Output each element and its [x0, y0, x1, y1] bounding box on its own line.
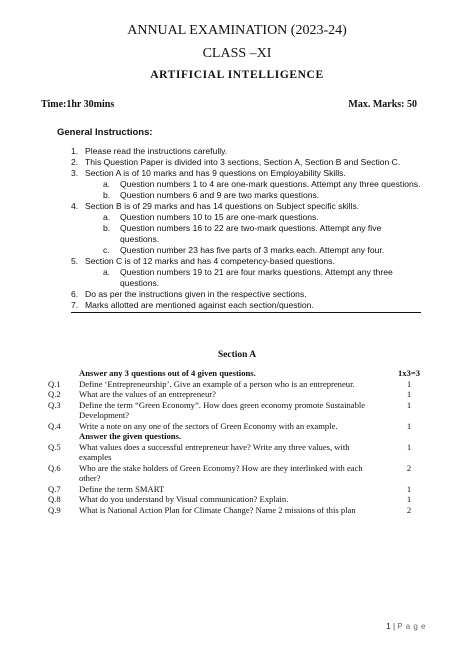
instruction-subitem: a. Question numbers 10 to 15 are one-mark questions.: [103, 212, 319, 222]
instruction-subitem: a. Question numbers 19 to 21 are four marks questions. Attempt any three: [103, 267, 393, 277]
section-a-heading: Section A: [217, 350, 257, 360]
subject-title: ARTIFICIAL INTELLIGENCE: [150, 69, 324, 81]
instruction-subitem: questions.: [120, 234, 160, 244]
instruction-subitem: questions.: [120, 278, 160, 288]
instruction-subitem: a. Question numbers 1 to 4 are one-mark questions. Attempt any three questions.: [103, 179, 421, 189]
question-row: Q.9 What is National Action Plan for Climate Change? Name 2 missions of this plan 2: [48, 504, 412, 515]
question-group-heading: Answer the given questions.: [79, 431, 182, 441]
question-row: Answer any 3 questions out of 4 given questions. 1x3=3: [79, 368, 421, 378]
question-row: Q.8 What do you understand by Visual communication? Explain. 1: [48, 494, 412, 504]
instruction-item: 4. Section B is of 29 marks and has 14 questions on Subject specific skills.: [71, 201, 360, 211]
instruction-subitem: c. Question number 23 has five parts of 3 marks each. Attempt any four.: [103, 245, 385, 255]
instruction-item: 2. This Question Paper is divided into 3 sections, Section A, Section B and Section C.: [71, 157, 401, 167]
question-row: Q.3 Define the term “Green Economy”. How does green economy promote Sustainable 1: [48, 399, 412, 410]
class-title: CLASS –XI: [202, 46, 272, 61]
exam-title: ANNUAL EXAMINATION (2023-24): [127, 23, 347, 38]
question-row: Q.4 Write a note on any one of the sectors of Green Economy with an example. 1: [48, 420, 412, 431]
question-row-continuation: examples: [79, 452, 112, 462]
footer-separator: |: [392, 622, 396, 631]
instruction-item: 6. Do as per the instructions given in the respective sections.: [71, 289, 307, 299]
question-row: Q.7 Define the term SMART 1: [48, 483, 412, 494]
page-footer: [386, 622, 426, 631]
instruction-item: 5. Section C is of 12 marks and has 4 competency-based questions.: [71, 256, 335, 266]
instruction-subitem: b. Question numbers 6 and 9 are two marks questions.: [103, 190, 320, 200]
time-allowed: Time:1hr 30mins: [41, 99, 115, 110]
question-row: Q.1 Define ‘Entrepreneurship’. Give an example of a person who is an entrepreneur. 1: [48, 378, 412, 389]
question-row: Q.6 Who are the stake holders of Green Economy? How are they interlinked with each 2: [48, 462, 412, 473]
instruction-item: 3. Section A is of 10 marks and has 9 questions on Employability Skills.: [71, 168, 346, 178]
instruction-item: 7. Marks allotted are mentioned against each section/question.: [71, 300, 421, 313]
instruction-item: 1. Please read the instructions carefully.: [71, 146, 228, 156]
page-label: P a g e: [397, 622, 426, 631]
question-row-continuation: other?: [79, 473, 101, 483]
instructions-list: [71, 146, 421, 313]
max-marks: Max. Marks: 50: [348, 99, 417, 110]
question-row-continuation: Development?: [79, 410, 130, 420]
instructions-heading: General Instructions:: [57, 127, 153, 138]
section-a-questions: [48, 368, 428, 515]
instruction-subitem: b. Question numbers 16 to 22 are two-mark questions. Attempt any five: [103, 223, 382, 233]
question-row: Q.5 What values does a successful entrepreneur have? Write any three values, with 1: [48, 441, 412, 452]
page-number: 1: [386, 622, 391, 631]
question-row: Q.2 What are the values of an entrepreneur? 1: [48, 389, 412, 399]
